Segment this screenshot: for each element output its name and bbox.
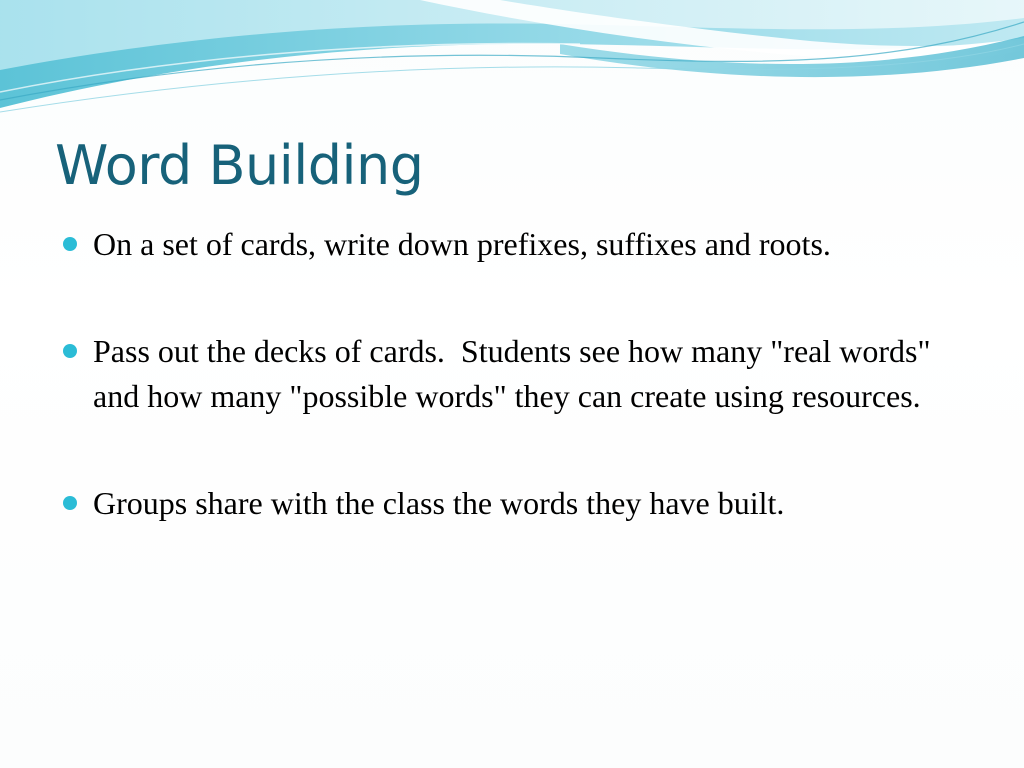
- bullet-dot-icon: [63, 237, 77, 251]
- bullet-text: Pass out the decks of cards. Students see how many "real words" and how many "possible words" they can create using resources.: [93, 333, 939, 414]
- bullet-dot-icon: [63, 344, 77, 358]
- slide-title: Word Building: [55, 134, 424, 197]
- bullet-item: [60, 481, 960, 526]
- bullet-text: Groups share with the class the words they have built.: [93, 485, 785, 521]
- bullet-dot-icon: [63, 496, 77, 510]
- wave-banner-graphic: [0, 0, 1024, 125]
- bullet-item: [60, 329, 960, 419]
- bullet-list: [60, 222, 960, 526]
- bullet-text: On a set of cards, write down prefixes, suffixes and roots.: [93, 226, 831, 262]
- bullet-item: [60, 222, 960, 267]
